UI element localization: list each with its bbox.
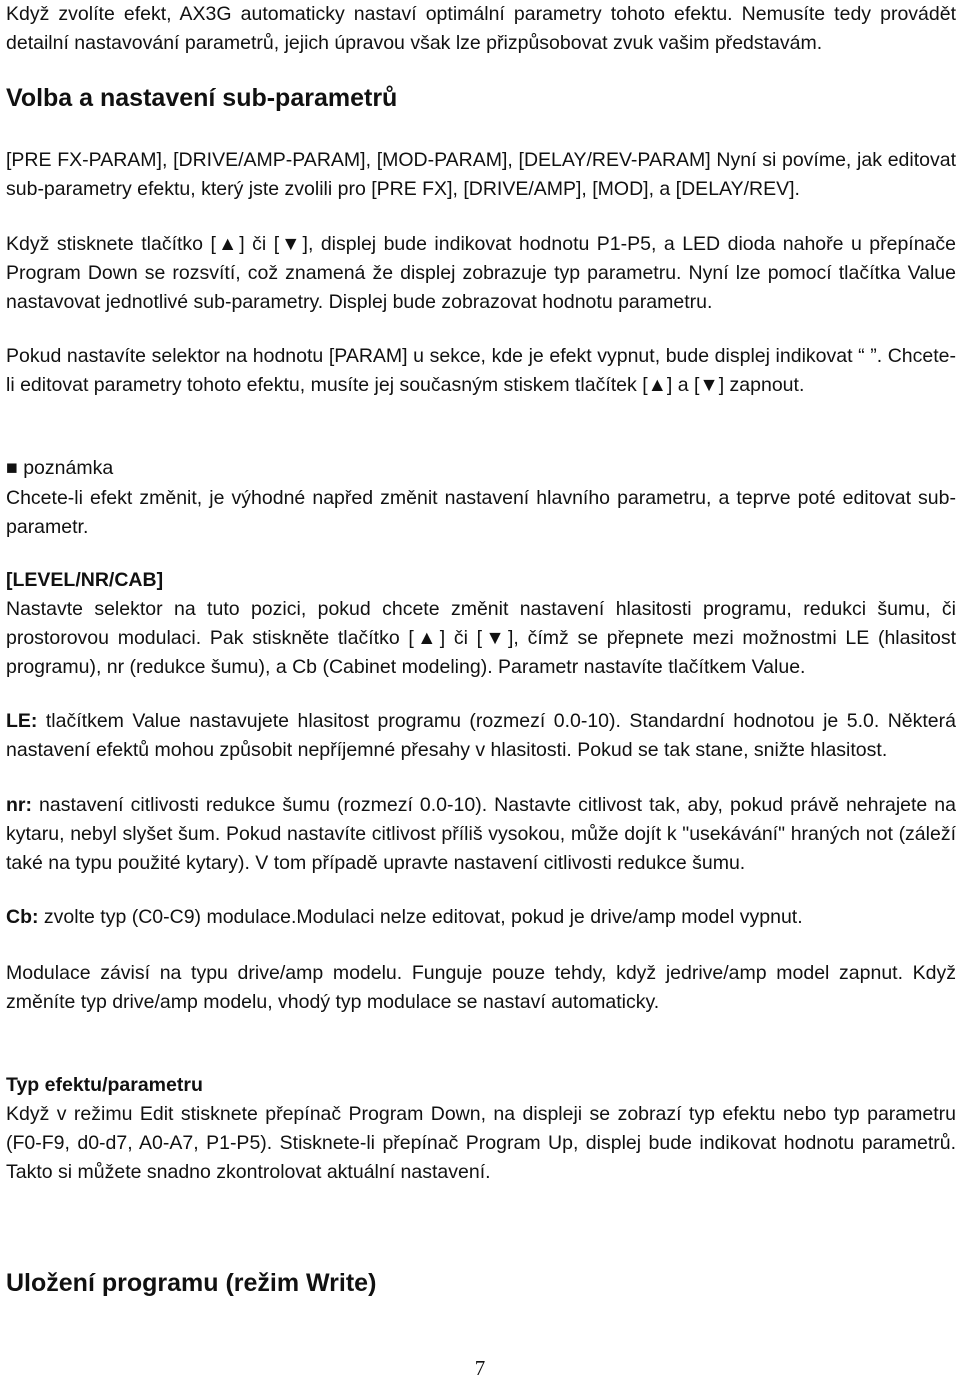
nr-text: nastavení citlivosti redukce šumu (rozmezí 0.0-10). Nastavte citlivost tak, aby, pokud právě nehrajete na kytaru, nebyl slyšet šum. Pokud nastavíte citlivost příliš vysokou, může dojít k "usekávání" hraných not (záleží také na typu použité kytary). V tom případě upravte nastavení citlivosti redukce šumu. bbox=[6, 794, 956, 875]
page-number: 7 bbox=[474, 1356, 486, 1380]
sub-parameters-paragraph-2: Když stisknete tlačítko [▲] či [▼], displej bude indikovat hodnotu P1-P5, a LED dioda nahoře u přepínače Program Down se rozsvítí, což znamená že displej zobrazuje typ parametru. Nyní lze pomocí tlačítka Value nastavovat jednotlivé sub-parametry. Displej bude zobrazovat hodnotu parametru. bbox=[6, 233, 956, 314]
effect-type-heading: Typ efektu/parametru bbox=[6, 1074, 203, 1096]
cb-text: zvolte typ (C0-C9) modulace.Modulaci nelze editovat, pokud je drive/amp model vypnut. bbox=[38, 906, 803, 928]
sub-parameters-heading: Volba a nastavení sub-parametrů bbox=[6, 84, 398, 112]
modulation-paragraph: Modulace závisí na typu drive/amp modelu. Funguje pouze tehdy, když jedrive/amp model zapnut. Když změníte typ drive/amp modelu, vhodý typ modulace se nastaví automaticky. bbox=[6, 962, 956, 1014]
le-paragraph bbox=[6, 707, 956, 765]
level-paragraph: Nastavte selektor na tuto pozici, pokud chcete změnit nastavení hlasitosti programu, redukci šumu, či prostorovou modulaci. Pak stiskněte tlačítko [▲] či [▼], čímž se přepnete mezi možnostmi LE (hlasitost programu), nr (redukce šumu), a Cb (Cabinet modeling). Parametr nastavíte tlačítkem Value. bbox=[6, 598, 956, 679]
effect-type-paragraph: Když v režimu Edit stisknete přepínač Program Down, na displeji se zobrazí typ efektu nebo typ parametru (F0-F9, d0-d7, A0-A7, P1-P5). Stisknete-li přepínač Program Up, displej bude indikovat hodnotu parametrů. Takto si můžete snadno zkontrolovat aktuální nastavení. bbox=[6, 1103, 956, 1184]
sub-parameters-paragraph-1: [PRE FX-PARAM], [DRIVE/AMP-PARAM], [MOD-PARAM], [DELAY/REV-PARAM] Nyní si povíme, jak editovat sub-parametry efektu, který jste zvolili pro [PRE FX], [DRIVE/AMP], [MOD], a [DELAY/REV]. bbox=[6, 149, 956, 201]
le-term: LE: bbox=[6, 710, 38, 732]
save-program-heading: Uložení programu (režim Write) bbox=[6, 1269, 377, 1297]
nr-paragraph bbox=[6, 791, 956, 879]
cb-term: Cb: bbox=[6, 906, 39, 928]
le-text: tlačítkem Value nastavujete hlasitost programu (rozmezí 0.0-10). Standardní hodnotou je 5.0. Některá nastavení efektů mohou způsobit nepříjemné přesahy v hlasitosti. Pokud se tak stane, snižte hlasitost. bbox=[6, 710, 956, 762]
level-nr-cab-heading: [LEVEL/NR/CAB] bbox=[6, 569, 164, 591]
nr-term: nr: bbox=[6, 794, 32, 816]
cb-paragraph bbox=[6, 903, 956, 932]
note-label: ■ poznámka bbox=[6, 457, 114, 479]
intro-paragraph: Když zvolíte efekt, AX3G automaticky nastaví optimální parametry tohoto efektu. Nemusíte tedy provádět detailní nastavování parametrů, jejich úpravou však lze přizpůsobovat zvuk vašim představám. bbox=[6, 3, 956, 55]
sub-parameters-paragraph-3: Pokud nastavíte selektor na hodnotu [PARAM] u sekce, kde je efekt vypnut, bude displej indikovat “ ”. Chcete-li editovat parametry tohoto efektu, musíte jej současným stiskem tlačítek [▲] a [▼] zapnout. bbox=[6, 345, 956, 397]
note-text: Chcete-li efekt změnit, je výhodné napřed změnit nastavení hlavního parametru, a teprve poté editovat sub-parametr. bbox=[6, 487, 956, 539]
